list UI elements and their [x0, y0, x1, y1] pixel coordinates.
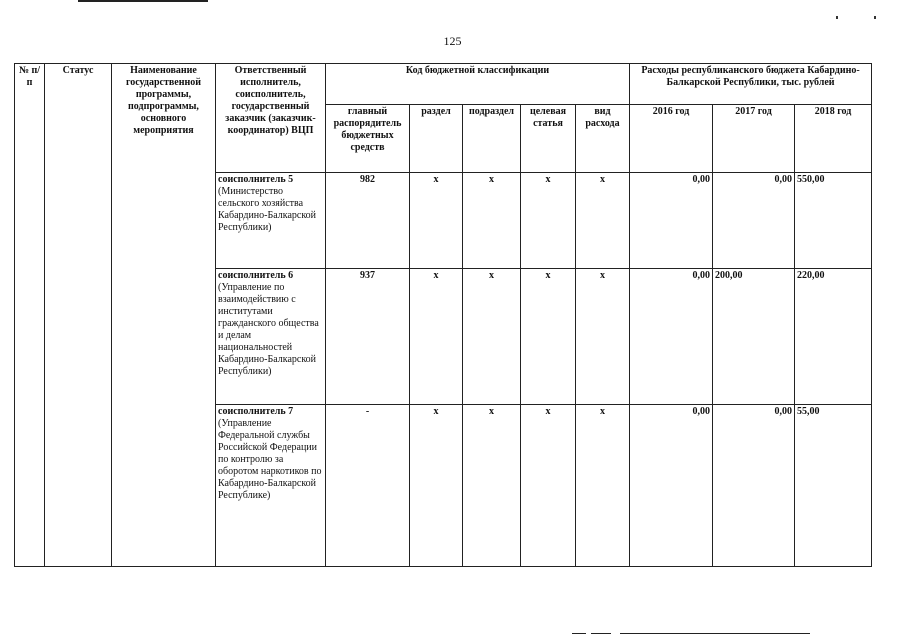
- value-2018: 550,00: [795, 173, 872, 269]
- value-2018: 55,00: [795, 405, 872, 567]
- kind-cell: х: [576, 405, 630, 567]
- executor-cell: соисполнитель 5 (Министерство сельского хозяйства Кабардино-Балкарской Республики): [216, 173, 326, 269]
- budget-table: [14, 63, 872, 567]
- target-cell: х: [521, 405, 576, 567]
- section-cell: х: [410, 269, 463, 405]
- header-section: раздел: [410, 105, 463, 173]
- section-cell: х: [410, 173, 463, 269]
- subsection-cell: х: [463, 269, 521, 405]
- subsection-cell: х: [463, 405, 521, 567]
- scan-speck: [836, 16, 838, 19]
- header-2016: 2016 год: [630, 105, 713, 173]
- header-budget-code: Код бюджетной классификации: [326, 64, 630, 105]
- page-number: 125: [443, 34, 462, 48]
- header-subsection: подраздел: [463, 105, 521, 173]
- top-edge-line: [78, 0, 208, 2]
- table-row: [15, 405, 872, 567]
- subsection-cell: х: [463, 173, 521, 269]
- section-cell: х: [410, 405, 463, 567]
- grbs-cell: -: [326, 405, 410, 567]
- executor-cell: соисполнитель 6 (Управление по взаимодействию с институтами гражданского общества и делам национальностей Кабардино-Балкарской Республики): [216, 269, 326, 405]
- header-target: целевая статья: [521, 105, 576, 173]
- value-2016: 0,00: [630, 405, 713, 567]
- header-expenses: Расходы республиканского бюджета Кабардино-Балкарской Республики, тыс. рублей: [630, 64, 872, 105]
- scan-speck: [874, 16, 876, 19]
- value-2016: 0,00: [630, 173, 713, 269]
- target-cell: х: [521, 269, 576, 405]
- header-num: № п/п: [15, 64, 45, 173]
- footer-rule: [591, 633, 611, 634]
- grbs-cell: 937: [326, 269, 410, 405]
- header-2017: 2017 год: [713, 105, 795, 173]
- value-2017: 0,00: [713, 173, 795, 269]
- footer-rule: [620, 633, 810, 634]
- grbs-cell: 982: [326, 173, 410, 269]
- value-2018: 220,00: [795, 269, 872, 405]
- footer-rule: [572, 633, 586, 634]
- table-row: [15, 173, 872, 269]
- value-2017: 0,00: [713, 405, 795, 567]
- header-grbs: главный распорядитель бюджетных средств: [326, 105, 410, 173]
- value-2016: 0,00: [630, 269, 713, 405]
- header-kind: вид расхода: [576, 105, 630, 173]
- kind-cell: х: [576, 269, 630, 405]
- kind-cell: х: [576, 173, 630, 269]
- executor-cell: соисполнитель 7 (Управление Федеральной службы Российской Федерации по контролю за оборотом наркотиков по Кабардино-Балкарской Республике): [216, 405, 326, 567]
- header-name: Наименование государственной программы, подпрограммы, основного мероприятия: [112, 64, 216, 173]
- value-2017: 200,00: [713, 269, 795, 405]
- target-cell: х: [521, 173, 576, 269]
- header-2018: 2018 год: [795, 105, 872, 173]
- header-row-1: [15, 64, 872, 105]
- header-responsible: Ответственный исполнитель, соисполнитель, государственный заказчик (заказчик-координатор) ВЦП: [216, 64, 326, 173]
- header-status: Статус: [45, 64, 112, 173]
- table-row: [15, 269, 872, 405]
